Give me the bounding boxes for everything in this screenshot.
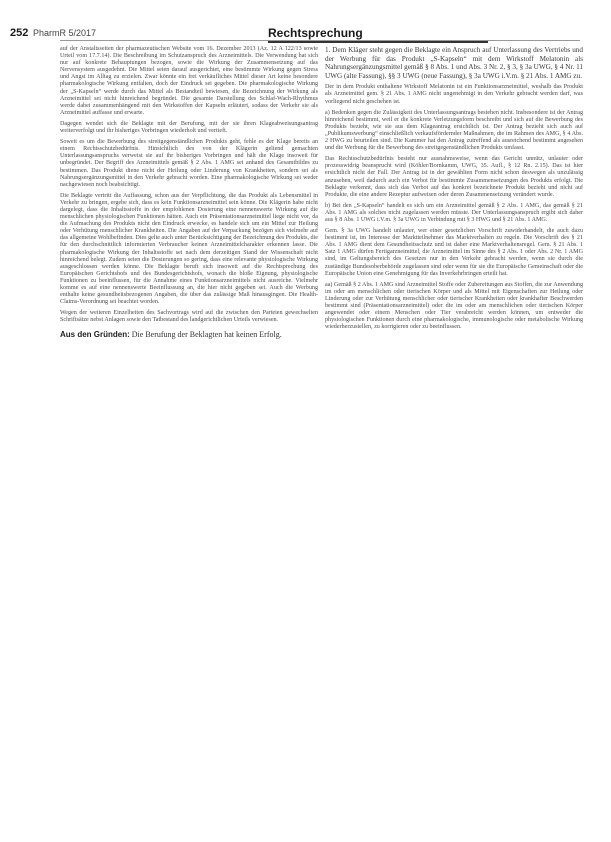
paragraph: a) Bedenken gegen die Zulässigkeit des Unterlassungsantrags bestehen nicht. Insbesondere ist der Antrag hinreichend bestimmt, weil er die konkrete Verletzungsform beschreibt und sich auf die Bewerbung des Produkts bezieht, wie sie aus dem Klageantrag ersichtlich ist. Der Antrag bezieht sich auch auf „Publikumswerbung“ einschließlich verkaufsfördernder Maßnahmen, die im Rahmen des AMG, § 4 Abs. 2 HWG zu beurteilen sind. Die Kammer hat den Antrag zutreffend als ausreichend bestimmt angesehen und die Werbung für die Bewerbung des streitgegenständlichen Produkts umfasst. xyxy=(325,109,583,152)
journal-name: PharmR 5/2017 xyxy=(33,28,97,38)
page-number: 252 xyxy=(10,27,29,39)
paragraph: Dagegen wendet sich die Beklagte mit der Berufung, mit der sie ihren Klageabweisungsantrag weiterverfolgt und ihr bisheriges Vorbringen wiederholt und vertieft. xyxy=(60,120,318,135)
reasons-text: Die Berufung der Beklagten hat keinen Erfolg. xyxy=(131,330,282,340)
paragraph: auf der Anstaltsseiten der pharmazeutischen Website vom 16. Dezember 2013 (Az. 12 A 122/13 sowie Urteil vom 17.7.14). Die Beschreibung im Schutzanspruch des Arzneimittels. Die Verwendung hat sich nur auf konkrete Behauptungen bezogen, sowie die Wirkung der Zusammensetzung auf das Nervensystem ausgedehnt. Die Mittel seien darauf ausgerichtet, eine bestimmte Wirkung gegen Stress und Angst im Alltag zu erzielen. Zwar könnte ein frei verkäufliches Mittel dieser Art keine besondere pharmakologische Wirkung entfalten, doch der Eindruck sei gegeben. Die pharmakologische Wirkung der „S-Kapseln“ werde durch das Mittel als Bestandteil bewiesen, die Bezeichnung der Wirkung als Arzneimittel sei nicht hinreichend begründet. Die gesamte Darstellung des Schlaf-Wach-Rhythmus werde dabei zusammenhängend mit den Wirkstoffen der Kapseln erläutert, sodass der Verkehr sie als Arzneimittel auffasse und erwarte. xyxy=(60,46,318,116)
header-rule xyxy=(60,40,580,41)
paragraph: Soweit es um die Bewerbung des streitgegenständlichen Produkts geht, fehle es der Klage bereits an einem Rechtsschutzbedürfnis. Hinsichtlich des von der Klägerin geltend gemachten Unterlassungsanspruchs verweist sie auf ihr bisheriges Vorbringen und hält die Klage insoweit für unbegründet. Der Begriff des Arzneimittels gemäß § 2 Abs. 1 AMG sei anhand des Gesamtbildes zu bestimmen. Das Produkt diene nicht der Heilung oder Linderung von Krankheiten, sondern sei als Nahrungsergänzungsmittel in den Verkehr gebracht worden. Eine pharmakologische Wirkung sei weder nachgewiesen noch beabsichtigt. xyxy=(60,139,318,188)
right-column xyxy=(325,46,583,335)
reasons-heading: Aus den Gründen: xyxy=(60,330,130,340)
paragraph: b) Bei den „S-Kapseln“ handelt es sich um ein Arzneimittel gemäß § 2 Abs. 1 AMG, das gemäß § 21 Abs. 1 AMG als solches nicht zugelassen werden müsste. Der Unterlassungsanspruch ergibt sich daher aus § 8 Abs. 1 UWG i.V.m. § 3a UWG in Verbindung mit § 3 HWG und § 21 Abs. 1 AMG. xyxy=(325,202,583,223)
paragraph: Das Rechtsschutzbedürfnis besteht nur ausnahmsweise, wenn das Gericht unnütz, unlauter oder prozesswidrig beansprucht wird (Köhler/Bornkamm, UWG, 35. Aufl., § 12 Rn. 2.15). Das ist hier ersichtlich nicht der Fall. Der Antrag ist in der gewählten Form nicht schon deswegen als unzulässig anzusehen, weil dadurch auch ein Verbot für bestimmte Zusammensetzungen des Produkts erfolgt. Die Beklagte verkennt, dass sich das Verbot auf das konkret bezeichnete Produkt bezieht und nicht auf Produkte, die eine andere Rezeptur aufweisen oder deren Zusammensetzung verändert wurde. xyxy=(325,156,583,198)
paragraph: Der in dem Produkt enthaltene Wirkstoff Melatonin ist ein Funktionsarzneimittel, weshalb das Produkt als Arzneimittel gem. § 21 Abs. 1 AMG nicht ungenehmigt in den Verkehr gebracht werden darf, was vorliegend nicht geschehen ist. xyxy=(325,84,583,105)
paragraph: Die Beklagte vertritt die Auffassung, schon aus der Verpflichtung, die das Produkt als Lebensmittel in Verkehr zu bringen, ergebe sich, dass es kein Funktionsarzneimittel sein könne. Die Klägerin habe nicht dargelegt, dass die Inhaltsstoffe in der empfohlenen Dosierung eine nennenswerte Wirkung auf die menschlichen physiologischen Funktionen hätten. Auch ein Präsentationsarzneimittel liege nicht vor, da die Aufmachung des Produkts nicht den Eindruck erwecke, es handele sich um ein Mittel zur Heilung oder Verhütung menschlicher Krankheiten. Die Angaben auf der Verpackung bezögen sich vielmehr auf das allgemeine Wohlbefinden. Dies gelte auch unter Berücksichtigung der Bezeichnung des Produkts, die für den durchschnittlich informierten Verbraucher keinen Arzneimittelcharakter erkennen lasse. Die pharmakologische Wirkung der Inhaltsstoffe sei nach dem derzeitigen Stand der Wissenschaft nicht hinreichend belegt. Zudem seien die Dosierungen so gering, dass eine relevante physiologische Wirkung ausgeschlossen werden könne. Die Beklagte beruft sich insoweit auf die Rechtsprechung des Europäischen Gerichtshofs und des Bundesgerichtshofs, wonach die bloße Eignung, physiologische Funktionen zu beeinflussen, für die Annahme eines Funktionsarzneimittels nicht ausreiche. Vielmehr komme es auf eine nennenswerte Beeinflussung an, die hier nicht gegeben sei. Auch die Werbung enthalte keine gesundheitsbezogenen Angaben, die über das zulässige Maß hinausgingen. Die Health-Claims-Verordnung sei beachtet worden. xyxy=(60,192,318,306)
intro-paragraph: 1. Dem Kläger steht gegen die Beklagte ein Anspruch auf Unterlassung des Vertriebs und der Werbung für das Produkt „S-Kapseln“ mit dem Wirkstoff Melatonin als Nahrungsergänzungsmittel gemäß § 8 Abs. 1 und Abs. 3 Nr. 2, § 3, § 3a UWG, § 4 Nr. 11 UWG (alte Fassung), §§ 3 UWG (neue Fassung), § 3a UWG i.V.m. § 21 Abs. 1 AMG zu. xyxy=(325,46,583,80)
paragraph: Gem. § 3a UWG handelt unlauter, wer einer gesetzlichen Vorschrift zuwiderhandelt, die auch dazu bestimmt ist, im Interesse der Marktteilnehmer das Marktverhalten zu regeln. Die Vorschrift des § 21 Abs. 1 AMG dient dem Gesundheitsschutz und ist daher eine Marktverhaltensregel. Gem. § 21 Abs. 1 Satz 1 AMG dürfen Fertigarzneimittel, die Arzneimittel im Sinne des § 2 Abs. 1 oder Abs. 2 Nr. 1 AMG sind, im Geltungsbereich des Gesetzes nur in den Verkehr gebracht werden, wenn sie durch die zuständige Bundesoberbehörde zugelassen sind oder wenn für sie die Europäische Gemeinschaft oder die Europäische Union eine Genehmigung für das Inverkehrbringen erteilt hat. xyxy=(325,228,583,277)
paragraph: aa) Gemäß § 2 Abs. 1 AMG sind Arzneimittel Stoffe oder Zubereitungen aus Stoffen, die zur Anwendung im oder am menschlichen oder tierischen Körper und als Mittel mit Eigenschaften zur Heilung oder Linderung oder zur Verhütung menschlicher oder tierischer Krankheiten oder krankhafter Beschwerden bestimmt sind (Präsentationsarzneimittel) oder die im oder am menschlichen oder tierischen Körper angewendet oder einem Menschen oder Tier verabreicht werden können, um entweder die physiologischen Funktionen durch eine pharmakologische, immunologische oder metabolische Wirkung wiederherzustellen, zu korrigieren oder zu beeinflussen. xyxy=(325,281,583,331)
section-title: Rechtsprechung xyxy=(268,26,488,43)
reasons-paragraph xyxy=(60,330,318,340)
left-column xyxy=(60,46,318,344)
paragraph: Wegen der weiteren Einzelheiten des Sachvortrags wird auf die zwischen den Parteien gewechselten Schriftsätze nebst Anlagen sowie den Tatbestand des landgerichtlichen Urteils verwiesen. xyxy=(60,310,318,324)
